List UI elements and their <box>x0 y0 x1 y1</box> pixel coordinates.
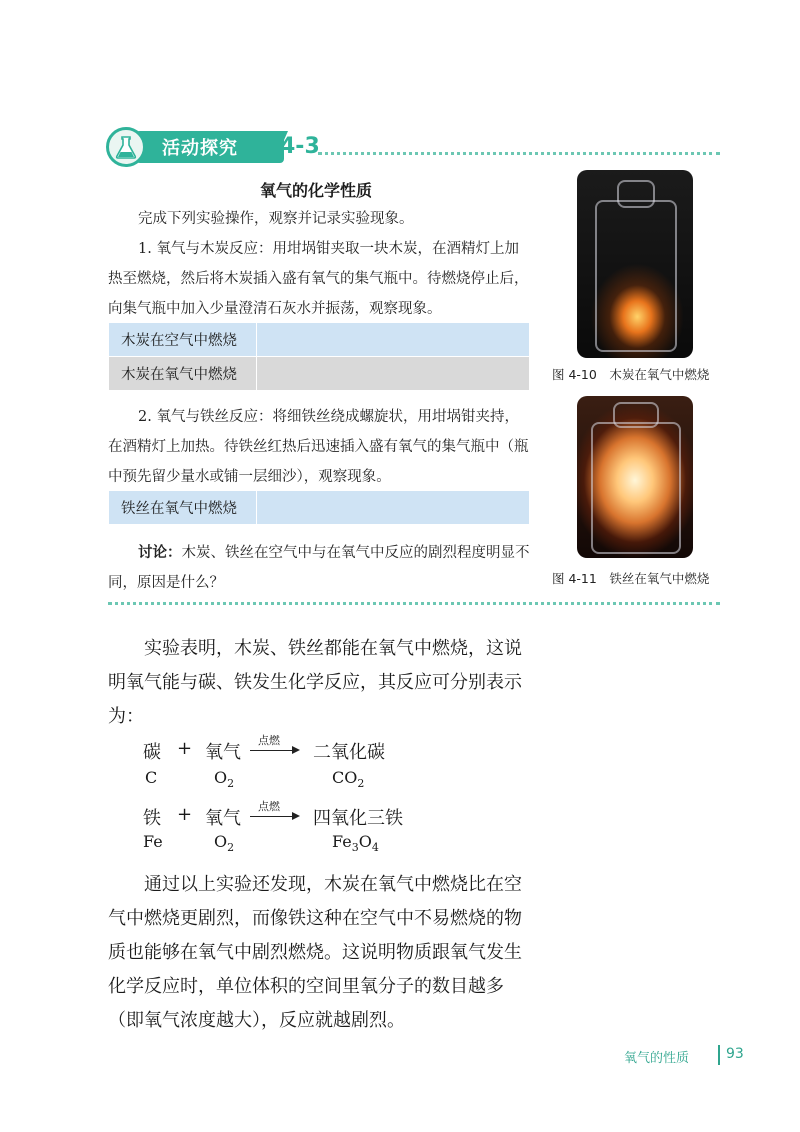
equation-2-reactant2: 氧气 <box>205 808 241 829</box>
equation-1-reactant1: 碳 <box>143 742 161 763</box>
body-paragraph-2: 通过以上实验还发现，木炭在氧气中燃烧比在空气中燃烧更剧烈，而像铁这种在空气中不易燃烧的物质也能够在氧气中剧烈燃烧。这说明物质跟氧气发生化学反应时，单位体积的空间里氧分子的数目越多（即氧气浓度越大），反应就越剧烈。 <box>108 874 522 1031</box>
jar-outline <box>595 200 677 352</box>
equation-1-r2-formula: $O_2$ <box>214 768 235 791</box>
observation-table-1 <box>108 322 530 391</box>
table-row-label: 木炭在空气中燃烧 <box>109 323 257 357</box>
footer-divider <box>718 1045 720 1065</box>
header-dotted-divider <box>318 152 720 155</box>
table-row-value <box>257 491 530 525</box>
discussion <box>108 538 532 598</box>
activity-code: 4-3 <box>280 134 320 159</box>
activity-title: 氧气的化学性质 <box>260 181 373 200</box>
observation-table-2 <box>108 490 530 525</box>
jar-neck <box>617 180 655 208</box>
table-row-label: 铁丝在氧气中燃烧 <box>109 491 257 525</box>
equation-2-reactant1: 铁 <box>143 808 161 829</box>
activity-step-2: 2. 氧气与铁丝反应：将细铁丝绕成螺旋状，用坩埚钳夹持，在酒精灯上加热。待铁丝红热后迅速插入盛有氧气的集气瓶中（瓶中预先留少量水或铺一层细沙），观察现象。 <box>108 409 529 485</box>
page-number: 93 <box>726 1046 744 1062</box>
equation-1-r1-symbol: C <box>145 768 158 787</box>
running-footer-section: 氧气的性质 <box>624 1051 690 1066</box>
activity-step-1: 1. 氧气与木炭反应：用坩埚钳夹取一块木炭，在酒精灯上加热至燃烧，然后将木炭插入盛有氧气的集气瓶中。待燃烧停止后，向集气瓶中加入少量澄清石灰水并振荡，观察现象。 <box>108 241 529 317</box>
table-row-value <box>257 357 530 391</box>
discussion-label: 讨论： <box>138 545 182 561</box>
equation-2-product: 四氧化三铁 <box>313 808 403 829</box>
equation-2-r2-formula: $O_2$ <box>214 832 235 855</box>
table-row-label: 木炭在氧气中燃烧 <box>109 357 257 391</box>
body-paragraph-1: 实验表明，木炭、铁丝都能在氧气中燃烧，这说明氧气能与碳、铁发生化学反应，其反应可分别表示为： <box>108 638 522 727</box>
table-row <box>109 357 530 391</box>
equation-1-product-formula: $CO_2$ <box>332 768 365 791</box>
equation-1-condition: 点燃 <box>258 734 280 747</box>
figure-caption: 图 4-10 木炭在氧气中燃烧 <box>552 367 710 382</box>
table-row <box>109 491 530 525</box>
flask-icon <box>106 127 146 167</box>
discussion-text: 木炭、铁丝在空气中与在氧气中反应的剧烈程度明显不同，原因是什么？ <box>108 545 530 591</box>
reaction-arrow <box>250 816 298 817</box>
table-row <box>109 323 530 357</box>
charcoal-burning-photo <box>577 170 693 358</box>
equation-2-plus: + <box>177 804 193 825</box>
equation-1-reactant2: 氧气 <box>205 742 241 763</box>
iron-wire-burning-photo <box>577 396 693 558</box>
equation-2-r1-symbol: Fe <box>143 832 163 851</box>
equation-1-product: 二氧化碳 <box>313 742 385 763</box>
table-row-value <box>257 323 530 357</box>
section-dotted-divider <box>108 602 720 605</box>
equation-1-plus: + <box>177 738 193 759</box>
figure-caption: 图 4-11 铁丝在氧气中燃烧 <box>552 571 710 586</box>
jar-outline <box>591 422 681 554</box>
equation-2-condition: 点燃 <box>258 800 280 813</box>
jar-neck <box>613 402 659 428</box>
reaction-arrow <box>250 750 298 751</box>
activity-intro: 完成下列实验操作，观察并记录实验现象。 <box>138 211 414 227</box>
badge-title: 活动探究 <box>162 138 238 159</box>
equation-2-product-formula: $Fe_3O_4$ <box>332 832 379 855</box>
